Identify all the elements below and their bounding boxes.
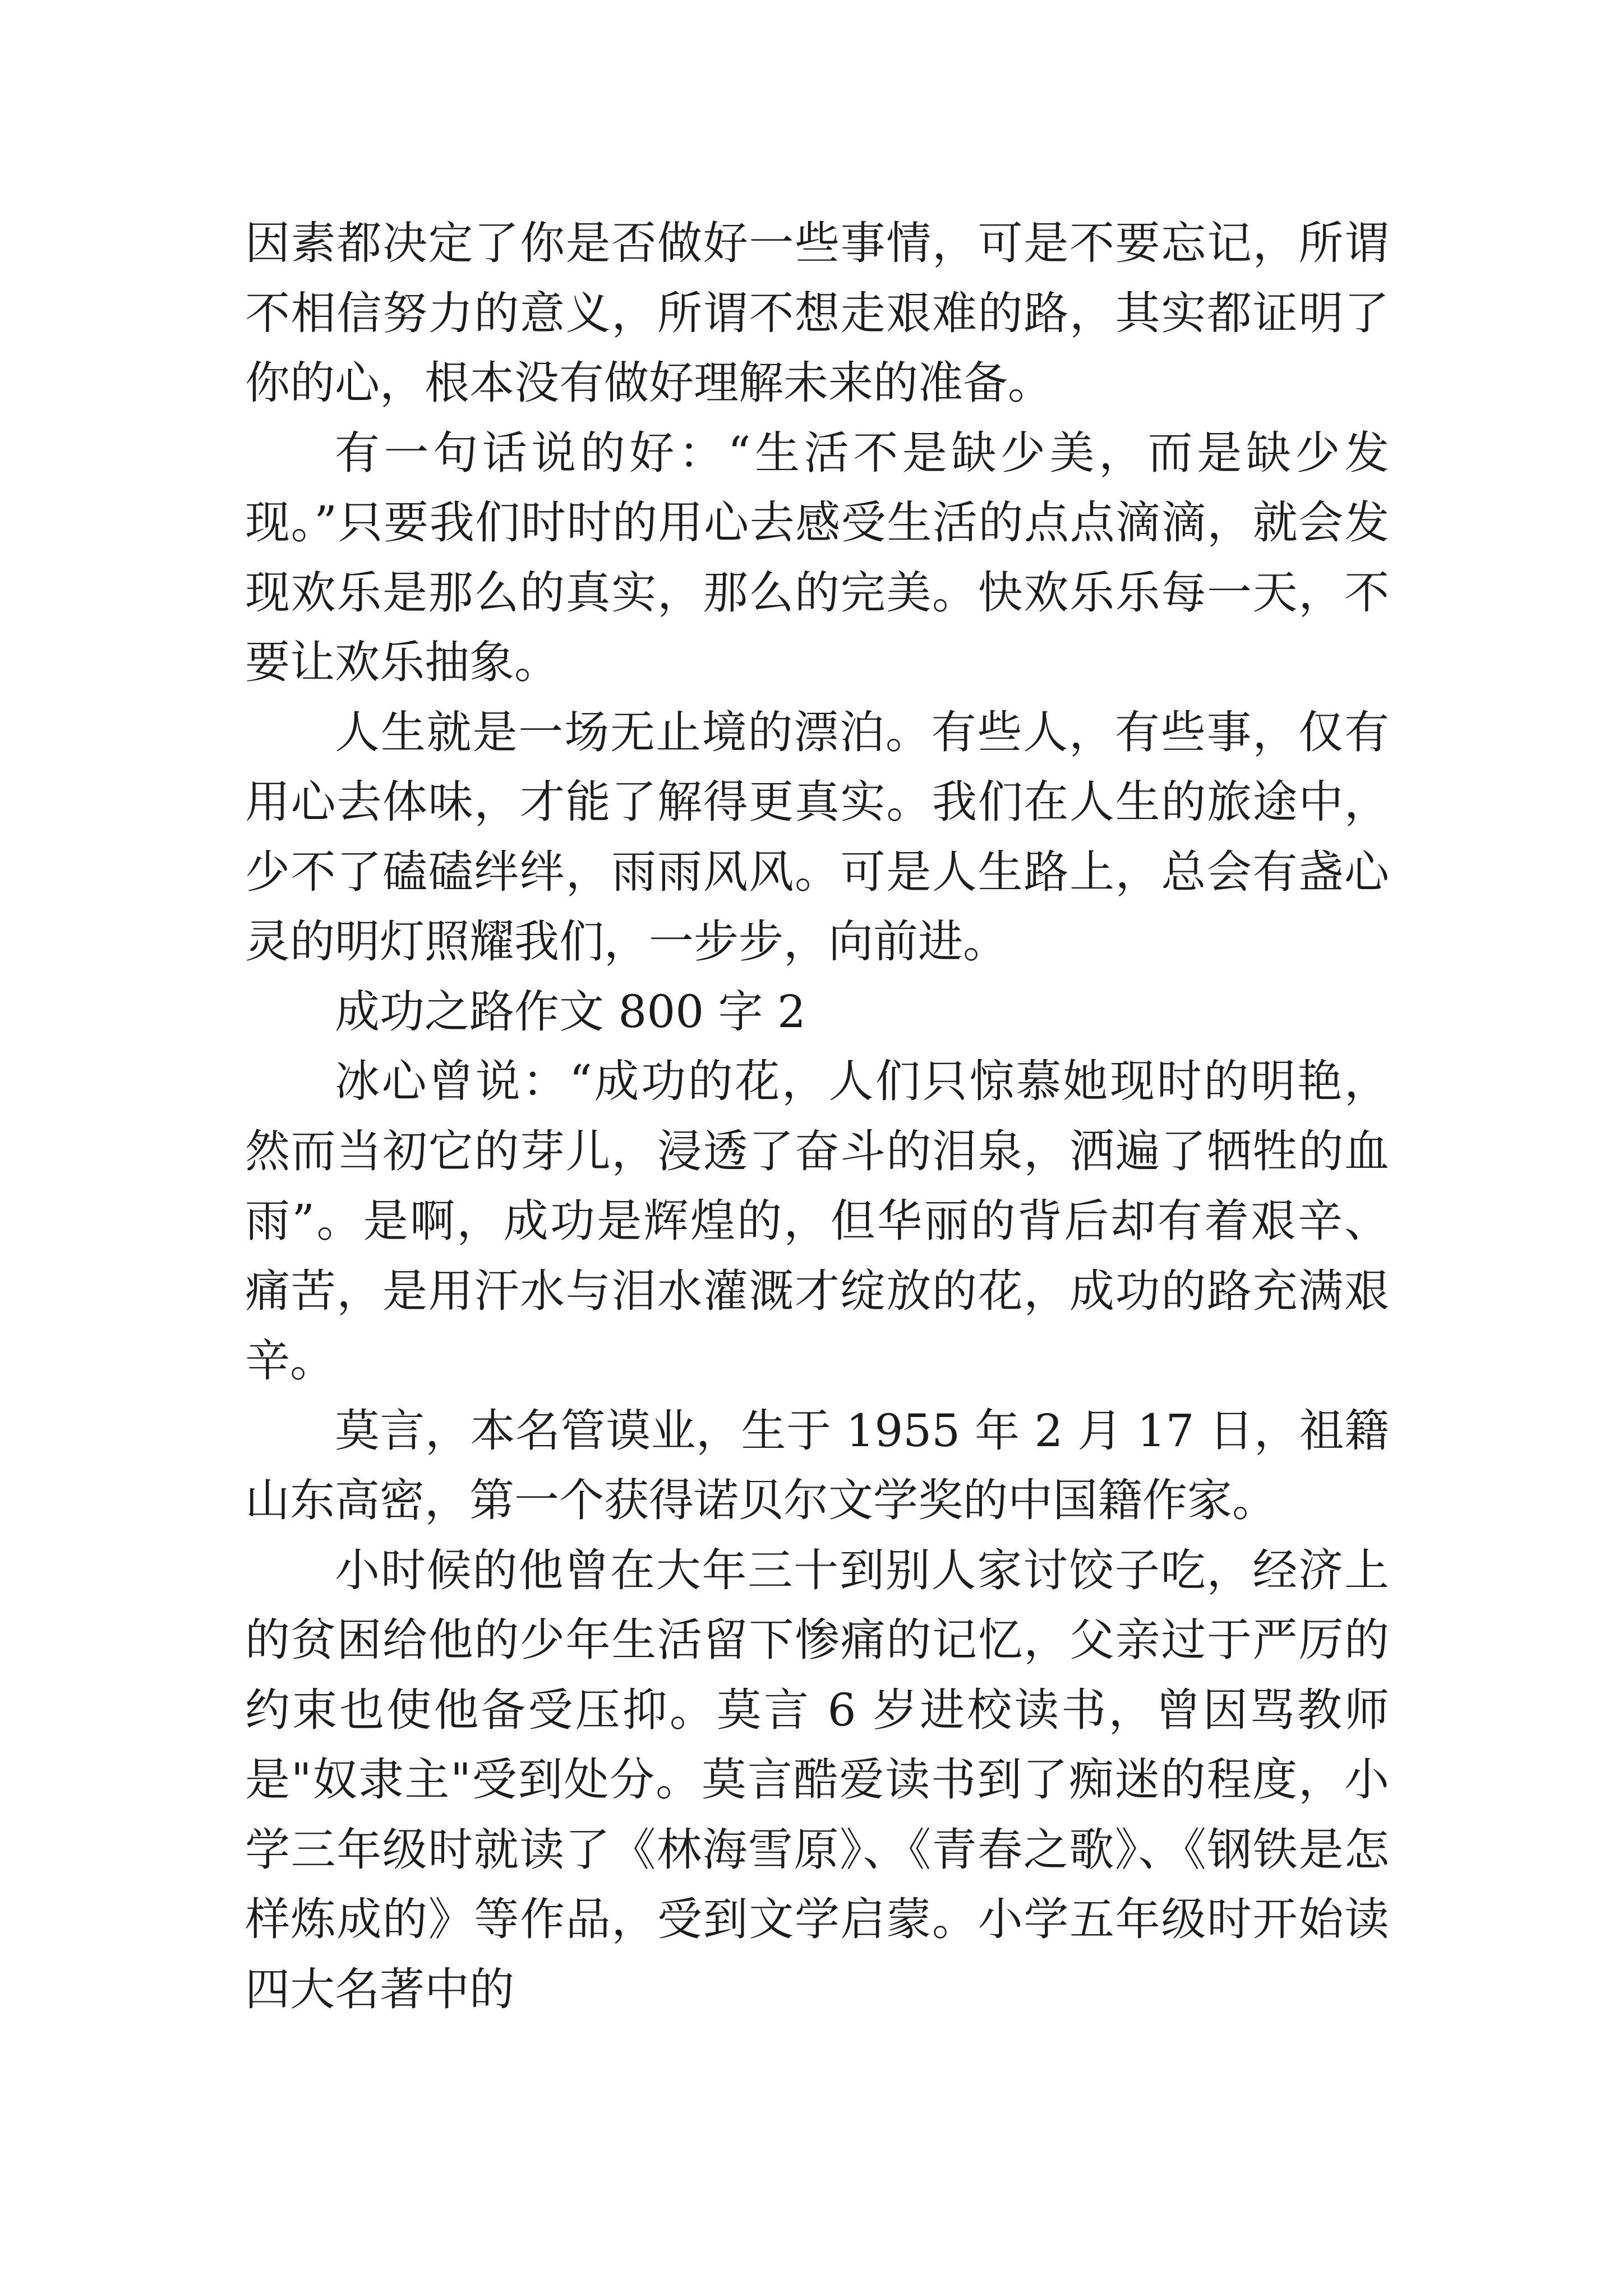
- paragraph: 有一句话说的好：“生活不是缺少美，而是缺少发现。”只要我们时时的用心去感受生活的点点滴滴，就会发现欢乐是那么的真实，那么的完美。快欢乐乐每一天，不要让欢乐抽象。: [245, 426, 1389, 688]
- paragraph: 莫言，本名管谟业，生于 1955 年 2 月 17 日，祖籍山东高密，第一个获得诺贝尔文学奖的中国籍作家。: [245, 1404, 1389, 1526]
- paragraph: 小时候的他曾在大年三十到别人家讨饺子吃，经济上的贫困给他的少年生活留下惨痛的记忆，父亲过于严厉的约束也使他备受压抑。莫言 6 岁进校读书，曾因骂教师是"奴隶主"受到处分。莫言酷爱读书到了痴迷的程度，小学三年级时就读了《林海雪原》、《青春之歌》、《钢铁是怎样炼成的》等作品，受到文学启蒙。小学五年级时开始读四大名著中的: [245, 1544, 1389, 2016]
- paragraph: 人生就是一场无止境的漂泊。有些人，有些事，仅有用心去体味，才能了解得更真实。我们在人生的旅途中，少不了磕磕绊绊，雨雨风风。可是人生路上，总会有盏心灵的明灯照耀我们，一步步，向前进。: [245, 706, 1389, 968]
- section-heading: 成功之路作文 800 字 2: [335, 985, 806, 1038]
- paragraph: 冰心曾说：“成功的花，人们只惊慕她现时的明艳，然而当初它的芽儿，浸透了奋斗的泪泉，洒遍了牺牲的血雨”。是啊，成功是辉煌的，但华丽的背后却有着艰辛、痛苦，是用汗水与泪水灌溉才绽放的花，成功的路充满艰辛。: [245, 1055, 1389, 1387]
- paragraph-continued: 因素都决定了你是否做好一些事情，可是不要忘记，所谓不相信努力的意义，所谓不想走艰难的路，其实都证明了你的心，根本没有做好理解未来的准备。: [245, 217, 1389, 409]
- body-text: [245, 209, 1389, 2024]
